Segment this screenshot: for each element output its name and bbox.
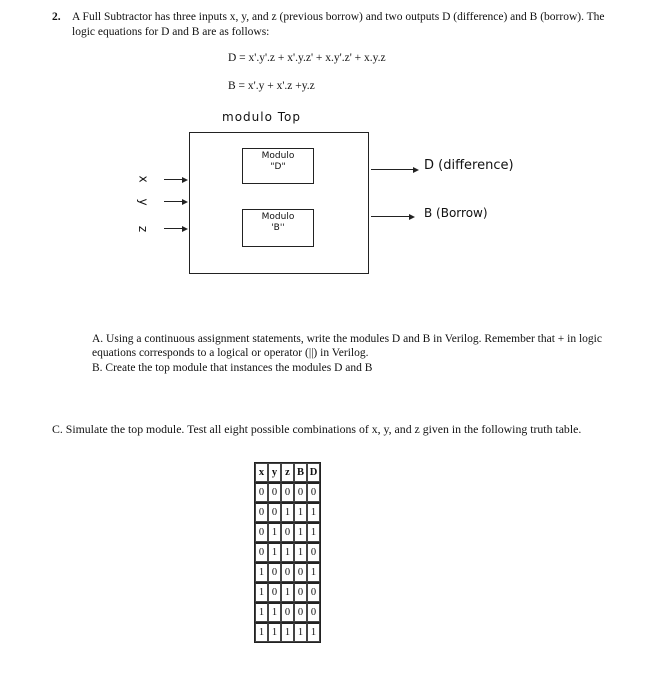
- module-d-box: [242, 148, 314, 184]
- input-z-arrow-line: [164, 228, 182, 229]
- header-z: z: [281, 463, 294, 482]
- output-d-label: D (difference): [424, 158, 514, 173]
- question-text: A Full Subtractor has three inputs x, y, and z (previous borrow) and two outputs D (difference) and B (borrow). The logic equations for D and B are as follows:: [72, 11, 605, 38]
- cell: 1: [281, 502, 294, 522]
- cell: 1: [307, 502, 320, 522]
- output-d-arrowhead: [413, 167, 419, 173]
- cell: 0: [294, 482, 307, 502]
- input-x-arrowhead: [182, 177, 188, 183]
- cell: 1: [307, 622, 320, 642]
- input-y-label: y: [136, 198, 151, 206]
- cell: 0: [268, 482, 281, 502]
- output-b-label: B (Borrow): [424, 206, 488, 220]
- cell: 0: [294, 582, 307, 602]
- cell: 0: [307, 542, 320, 562]
- equation-b: B = x'.y + x'.z +y.z: [228, 80, 315, 92]
- question-number: 2.: [52, 11, 61, 23]
- input-y-arrowhead: [182, 199, 188, 205]
- module-b-label: Modulo: [261, 212, 295, 222]
- table-row: [255, 482, 320, 502]
- module-b-box: [242, 209, 314, 247]
- cell: 0: [268, 582, 281, 602]
- table-row: [255, 502, 320, 522]
- cell: 0: [281, 562, 294, 582]
- question-c: C. Simulate the top module. Test all eight possible combinations of x, y, and z given in the following truth table.: [52, 422, 582, 436]
- header-d: D: [307, 463, 320, 482]
- module-b-name: 'B'': [271, 223, 285, 233]
- cell: 0: [294, 562, 307, 582]
- cell: 1: [307, 522, 320, 542]
- truth-table-header: [255, 463, 320, 482]
- cell: 1: [255, 622, 268, 642]
- cell: 0: [307, 482, 320, 502]
- diagram-caption: modulo Top: [222, 110, 301, 124]
- cell: 0: [268, 502, 281, 522]
- header-x: x: [255, 463, 268, 482]
- input-y-arrow-line: [164, 201, 182, 202]
- cell: 0: [307, 582, 320, 602]
- input-x-label: x: [136, 175, 151, 183]
- cell: 0: [294, 602, 307, 622]
- table-row: [255, 582, 320, 602]
- cell: 1: [294, 502, 307, 522]
- output-b-arrowhead: [409, 214, 415, 220]
- cell: 1: [281, 542, 294, 562]
- input-z-arrowhead: [182, 226, 188, 232]
- table-row: [255, 522, 320, 542]
- input-x-arrow-line: [164, 179, 182, 180]
- cell: 0: [255, 482, 268, 502]
- cell: 1: [294, 622, 307, 642]
- cell: 1: [268, 542, 281, 562]
- cell: 0: [281, 602, 294, 622]
- table-row: [255, 602, 320, 622]
- cell: 0: [307, 602, 320, 622]
- cell: 1: [294, 522, 307, 542]
- table-row: [255, 542, 320, 562]
- input-z-label: z: [136, 225, 151, 233]
- item-b: B. Create the top module that instances the modules D and B: [92, 362, 373, 374]
- output-b-arrow-line: [371, 216, 409, 217]
- cell: 1: [294, 542, 307, 562]
- module-d-label: Modulo: [261, 151, 295, 161]
- cell: 0: [255, 522, 268, 542]
- output-d-arrow-line: [371, 169, 413, 170]
- item-a: A. Using a continuous assignment statements, write the modules D and B in Verilog. Remember that + in logic equations corresponds to a logical or operator (||) in Verilog.: [92, 333, 602, 359]
- cell: 1: [281, 582, 294, 602]
- cell: 1: [255, 562, 268, 582]
- cell: 1: [268, 522, 281, 542]
- table-row: [255, 622, 320, 642]
- header-y: y: [268, 463, 281, 482]
- cell: 1: [281, 622, 294, 642]
- cell: 0: [255, 502, 268, 522]
- equation-d: D = x'.y'.z + x'.y.z' + x.y'.z' + x.y.z: [228, 52, 386, 64]
- cell: 0: [268, 562, 281, 582]
- cell: 0: [255, 542, 268, 562]
- cell: 0: [281, 482, 294, 502]
- cell: 1: [268, 602, 281, 622]
- header-b: B: [294, 463, 307, 482]
- cell: 1: [255, 602, 268, 622]
- module-d-name: "D": [270, 162, 286, 172]
- cell: 0: [281, 522, 294, 542]
- cell: 1: [268, 622, 281, 642]
- cell: 1: [255, 582, 268, 602]
- cell: 1: [307, 562, 320, 582]
- truth-table: [254, 462, 321, 643]
- table-row: [255, 562, 320, 582]
